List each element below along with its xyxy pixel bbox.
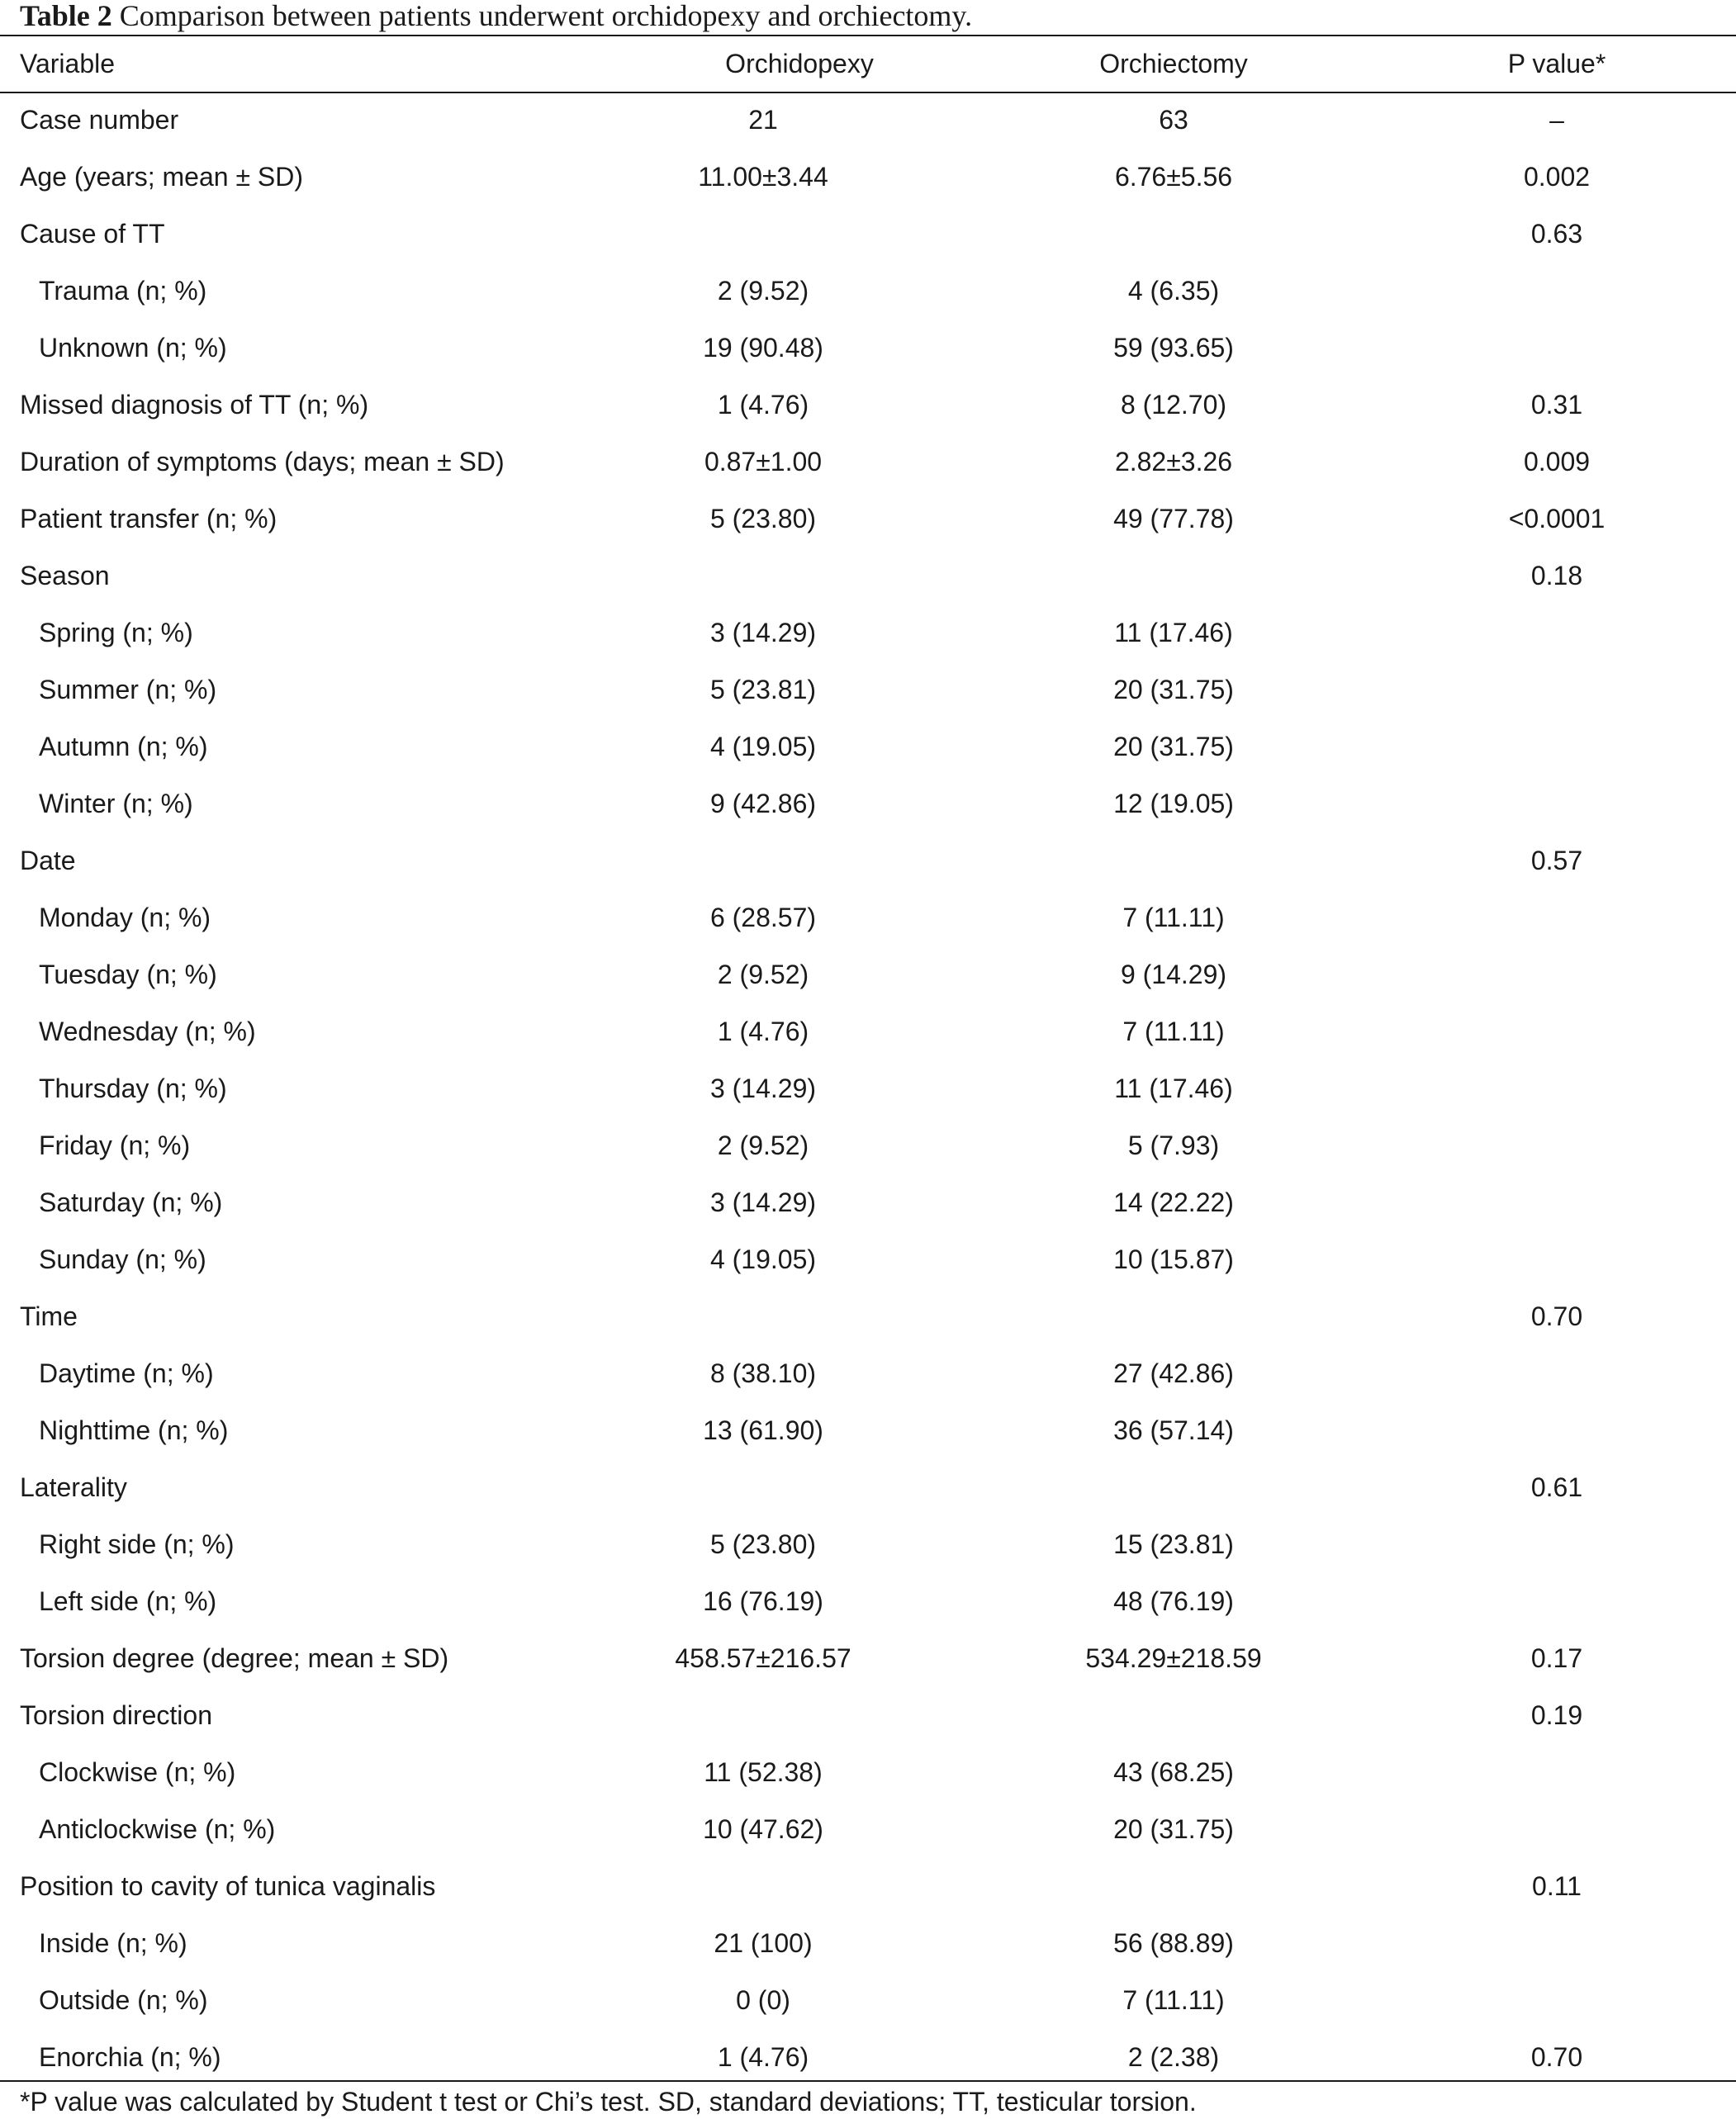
cell-orchiectomy: 56 (88.89)	[1113, 1928, 1234, 1958]
cell-orchidopexy: 16 (76.19)	[703, 1586, 823, 1616]
cell-p-value: 0.70	[1530, 1301, 1583, 1331]
cell-variable: Saturday (n; %)	[39, 1187, 223, 1217]
table-row	[0, 263, 1736, 320]
table-row	[0, 1744, 1736, 1801]
cell-p-value: 0.17	[1530, 1643, 1583, 1673]
comparison-table	[0, 36, 1736, 2086]
cell-orchidopexy: 5 (23.80)	[709, 1529, 817, 1559]
table-caption-label: Table 2	[20, 0, 112, 32]
cell-orchiectomy: 15 (23.81)	[1113, 1529, 1234, 1559]
cell-orchiectomy: 7 (11.11)	[1122, 1017, 1225, 1046]
cell-p-value: 0.31	[1530, 390, 1583, 420]
table-row	[0, 320, 1736, 377]
cell-orchidopexy: 4 (19.05)	[709, 1244, 817, 1274]
cell-orchidopexy: 5 (23.81)	[709, 675, 817, 704]
cell-orchidopexy: 1 (4.76)	[717, 390, 809, 420]
cell-variable: Nighttime (n; %)	[39, 1415, 229, 1445]
cell-p-value: 0.11	[1532, 1871, 1582, 1901]
cell-p-value: –	[1549, 105, 1564, 135]
cell-variable: Inside (n; %)	[39, 1928, 187, 1958]
cell-orchiectomy: 11 (17.46)	[1114, 1074, 1233, 1103]
cell-variable: Patient transfer (n; %)	[20, 504, 277, 533]
cell-p-value: 0.57	[1530, 846, 1583, 875]
cell-orchidopexy: 3 (14.29)	[709, 1074, 817, 1103]
table-row	[0, 946, 1736, 1003]
cell-variable: Position to cavity of tunica vaginalis	[20, 1871, 436, 1901]
cell-variable: Autumn (n; %)	[39, 732, 208, 761]
table-row	[0, 1231, 1736, 1288]
cell-variable: Right side (n; %)	[39, 1529, 235, 1559]
cell-variable: Left side (n; %)	[39, 1586, 217, 1616]
cell-variable: Trauma (n; %)	[39, 276, 207, 306]
table-row	[0, 1630, 1736, 1687]
cell-orchiectomy: 9 (14.29)	[1120, 960, 1227, 989]
cell-variable: Spring (n; %)	[39, 618, 193, 647]
table-row	[0, 434, 1736, 491]
cell-variable: Clockwise (n; %)	[39, 1757, 236, 1787]
cell-variable: Missed diagnosis of TT (n; %)	[20, 390, 369, 420]
cell-variable: Season	[20, 561, 110, 590]
cell-orchiectomy: 14 (22.22)	[1113, 1187, 1234, 1217]
column-header-p-value: P value*	[1507, 49, 1606, 78]
cell-orchiectomy: 48 (76.19)	[1113, 1586, 1234, 1616]
cell-orchidopexy: 21	[748, 105, 778, 135]
cell-orchidopexy: 5 (23.80)	[709, 504, 817, 533]
cell-variable: Unknown (n; %)	[39, 333, 227, 363]
table-row	[0, 1915, 1736, 1972]
cell-variable: Daytime (n; %)	[39, 1358, 214, 1388]
cell-orchidopexy: 458.57±216.57	[675, 1643, 851, 1673]
cell-variable: Torsion degree (degree; mean ± SD)	[20, 1643, 449, 1673]
table-row	[0, 1858, 1736, 1915]
cell-orchidopexy: 0.87±1.00	[704, 447, 823, 476]
cell-p-value: 0.61	[1530, 1472, 1583, 1502]
cell-variable: Enorchia (n; %)	[39, 2042, 221, 2072]
table-row	[0, 661, 1736, 718]
cell-orchiectomy: 11 (17.46)	[1114, 618, 1233, 647]
table-row	[0, 377, 1736, 434]
cell-orchiectomy: 20 (31.75)	[1113, 1814, 1234, 1844]
table-row	[0, 548, 1736, 604]
table-row	[0, 1801, 1736, 1858]
cell-p-value: 0.002	[1523, 162, 1591, 192]
cell-orchidopexy: 8 (38.10)	[709, 1358, 817, 1388]
cell-orchiectomy: 8 (12.70)	[1120, 390, 1227, 420]
table-row	[0, 1516, 1736, 1573]
cell-variable: Outside (n; %)	[39, 1985, 208, 2015]
cell-variable: Friday (n; %)	[39, 1131, 191, 1160]
table-row	[0, 1003, 1736, 1060]
table-row	[0, 1345, 1736, 1402]
cell-p-value: <0.0001	[1508, 504, 1606, 533]
cell-orchiectomy: 20 (31.75)	[1113, 732, 1234, 761]
cell-orchidopexy: 2 (9.52)	[717, 276, 809, 306]
cell-orchidopexy: 3 (14.29)	[709, 618, 817, 647]
cell-orchiectomy: 63	[1159, 105, 1188, 135]
table-header-row	[0, 36, 1736, 92]
cell-orchiectomy: 27 (42.86)	[1113, 1358, 1234, 1388]
cell-orchidopexy: 2 (9.52)	[717, 1131, 809, 1160]
cell-orchidopexy: 3 (14.29)	[709, 1187, 817, 1217]
cell-orchidopexy: 11 (52.38)	[704, 1757, 823, 1787]
cell-p-value: 0.19	[1530, 1700, 1583, 1730]
cell-orchiectomy: 36 (57.14)	[1113, 1415, 1234, 1445]
table-row	[0, 1573, 1736, 1630]
table-row	[0, 2029, 1736, 2086]
cell-variable: Wednesday (n; %)	[39, 1017, 256, 1046]
cell-orchiectomy: 20 (31.75)	[1113, 675, 1234, 704]
cell-orchiectomy: 4 (6.35)	[1127, 276, 1220, 306]
cell-orchiectomy: 2 (2.38)	[1127, 2042, 1220, 2072]
cell-orchiectomy: 5 (7.93)	[1127, 1131, 1220, 1160]
cell-orchiectomy: 12 (19.05)	[1113, 789, 1234, 818]
cell-variable: Tuesday (n; %)	[39, 960, 217, 989]
cell-variable: Date	[20, 846, 76, 875]
table-row	[0, 1687, 1736, 1744]
column-header-variable: Variable	[20, 49, 116, 78]
cell-variable: Anticlockwise (n; %)	[39, 1814, 276, 1844]
table-row	[0, 1972, 1736, 2029]
table-footnote: *P value was calculated by Student t test or Chi’s test. SD, standard deviations; TT, testicular torsion.	[20, 2087, 1197, 2117]
cell-orchiectomy: 49 (77.78)	[1113, 504, 1234, 533]
cell-p-value: 0.18	[1530, 561, 1583, 590]
table-row	[0, 832, 1736, 889]
table-row	[0, 775, 1736, 832]
cell-orchiectomy: 6.76±5.56	[1114, 162, 1233, 192]
cell-variable: Duration of symptoms (days; mean ± SD)	[20, 447, 505, 476]
cell-orchidopexy: 10 (47.62)	[703, 1814, 823, 1844]
cell-variable: Sunday (n; %)	[39, 1244, 206, 1274]
cell-variable: Laterality	[20, 1472, 127, 1502]
table-row	[0, 889, 1736, 946]
cell-variable: Time	[20, 1301, 78, 1331]
table-row	[0, 604, 1736, 661]
cell-orchidopexy: 13 (61.90)	[703, 1415, 823, 1445]
cell-orchiectomy: 534.29±218.59	[1085, 1643, 1262, 1673]
cell-variable: Monday (n; %)	[39, 903, 211, 932]
column-header-orchiectomy: Orchiectomy	[1099, 49, 1248, 78]
cell-variable: Cause of TT	[20, 219, 165, 249]
cell-orchidopexy: 6 (28.57)	[709, 903, 817, 932]
cell-orchiectomy: 2.82±3.26	[1114, 447, 1233, 476]
cell-orchidopexy: 0 (0)	[736, 1985, 790, 2015]
cell-orchidopexy: 11.00±3.44	[698, 162, 828, 192]
cell-variable: Torsion direction	[20, 1700, 212, 1730]
cell-variable: Case number	[20, 105, 179, 135]
cell-orchidopexy: 1 (4.76)	[717, 1017, 809, 1046]
table-caption	[20, 0, 972, 31]
cell-orchiectomy: 7 (11.11)	[1122, 1985, 1225, 2015]
cell-p-value: 0.63	[1530, 219, 1583, 249]
table-row	[0, 718, 1736, 775]
table-row	[0, 1060, 1736, 1117]
table-row	[0, 1459, 1736, 1516]
cell-orchidopexy: 4 (19.05)	[709, 732, 817, 761]
cell-variable: Summer (n; %)	[39, 675, 217, 704]
cell-orchidopexy: 21 (100)	[714, 1928, 813, 1958]
cell-variable: Age (years; mean ± SD)	[20, 162, 304, 192]
table-row	[0, 1117, 1736, 1174]
cell-p-value: 0.70	[1530, 2042, 1583, 2072]
column-header-orchidopexy: Orchidopexy	[725, 49, 874, 78]
table-row	[0, 1402, 1736, 1459]
cell-variable: Winter (n; %)	[39, 789, 193, 818]
table-row	[0, 206, 1736, 263]
table-row	[0, 491, 1736, 548]
cell-orchiectomy: 10 (15.87)	[1113, 1244, 1234, 1274]
cell-orchiectomy: 43 (68.25)	[1113, 1757, 1234, 1787]
cell-orchidopexy: 19 (90.48)	[703, 333, 823, 363]
cell-orchidopexy: 2 (9.52)	[717, 960, 809, 989]
table-row	[0, 1288, 1736, 1345]
cell-variable: Thursday (n; %)	[39, 1074, 227, 1103]
table-row	[0, 1174, 1736, 1231]
cell-orchidopexy: 9 (42.86)	[709, 789, 817, 818]
cell-p-value: 0.009	[1523, 447, 1591, 476]
table-row	[0, 92, 1736, 149]
cell-orchiectomy: 7 (11.11)	[1122, 903, 1225, 932]
table-caption-text: Comparison between patients underwent orchidopexy and orchiectomy.	[119, 0, 973, 32]
cell-orchiectomy: 59 (93.65)	[1113, 333, 1234, 363]
table-row	[0, 149, 1736, 206]
cell-orchidopexy: 1 (4.76)	[717, 2042, 809, 2072]
